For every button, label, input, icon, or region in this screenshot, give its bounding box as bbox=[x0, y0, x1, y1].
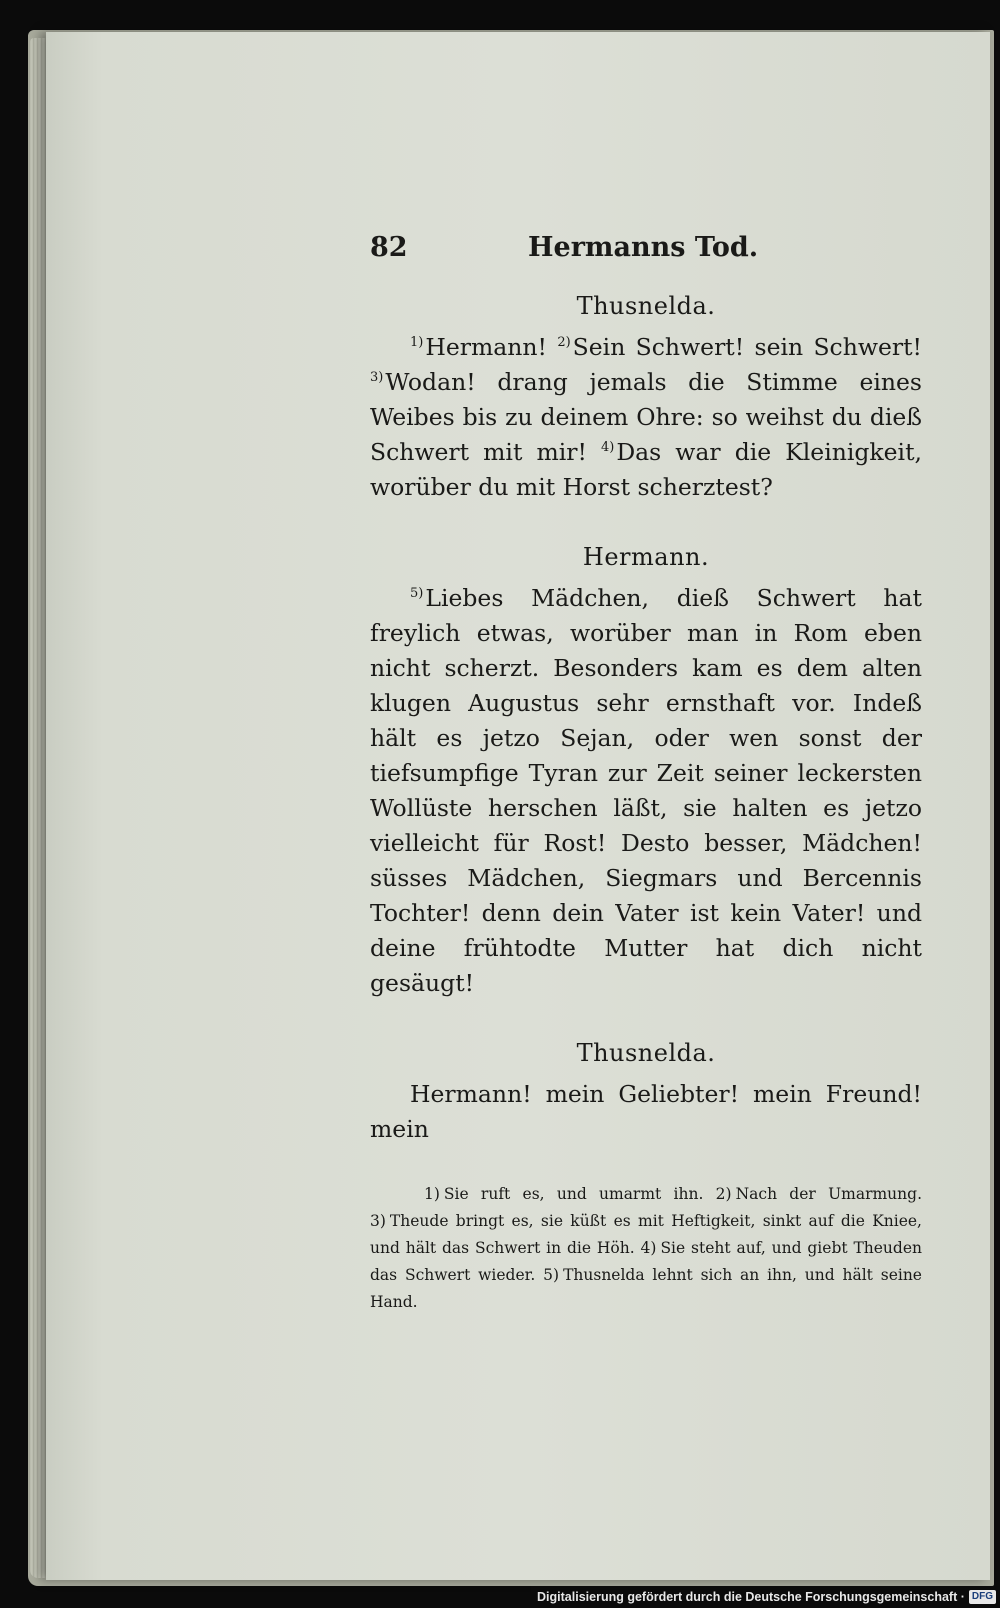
footnote-text: Nach der Umarmung. bbox=[735, 1185, 922, 1203]
footnote-ref: 1) bbox=[410, 335, 424, 351]
page-header bbox=[370, 232, 922, 282]
digitization-credit bbox=[531, 1586, 1000, 1608]
footnote-marker: 2) bbox=[715, 1185, 732, 1203]
speaker-name: Thusnelda. bbox=[576, 292, 716, 320]
footnote-ref: 5) bbox=[410, 586, 424, 602]
footnote-marker: 5) bbox=[543, 1266, 560, 1284]
footnote-marker: 4) bbox=[640, 1239, 657, 1257]
footnote-text: Sie ruft es, und umarmt ihn. bbox=[443, 1185, 704, 1203]
footnote-text: Sie steht auf, und giebt Theuden das Schwert wieder. bbox=[370, 1239, 922, 1284]
footnote-ref: 3) bbox=[370, 370, 384, 386]
speech-paragraph: $^{5)}$Liebes Mädchen, dieß Schwert hat freylich etwas, worüber man in Rom eben nicht scherzt. Besonders kam es dem alten klugen Augustus sehr ernsthaft vor. Indeß hält es jetzo Sejan, oder wen sonst der tiefsumpfige Tyran zur Zeit seiner leckersten Wollüste herschen läßt, sie halten es jetzo vielleicht für Rost! Desto besser, Mädchen! süsses Mädchen, Siegmars und Bercennis Tochter! denn dein Vater ist kein Vater! und deine frühtodte Mutter hat dich nicht gesäugt! bbox=[370, 584, 922, 997]
speaker-name: Hermann. bbox=[582, 543, 710, 571]
footnote-ref: 2) bbox=[557, 335, 571, 351]
speech-paragraph: $^{1)}$Hermann! $^{2)}$Sein Schwert! sein Schwert! $^{3)}$Wodan! drang jemals die Stimme eines Weibes bis zu deinem Ohre: so weihst du dieß Schwert mit mir! $^{4)}$Das war die Kleinigkeit, worüber du mit Horst scherztest? bbox=[370, 333, 922, 501]
speaker-name: Thusnelda. bbox=[576, 1039, 716, 1067]
page-number: 82 bbox=[370, 232, 408, 263]
footnote-text: Theude bringt es, sie küßt es mit Heftigkeit, sinkt auf die Kniee, und hält das Schwert in die Höh. bbox=[370, 1212, 922, 1257]
credit-text: Digitalisierung gefördert durch die Deutsche Forschungsgemeinschaft · bbox=[537, 1590, 965, 1604]
running-title: Hermanns Tod. bbox=[528, 232, 759, 263]
footnote-marker: 3) bbox=[370, 1212, 386, 1230]
footnote-ref: 4) bbox=[600, 440, 615, 456]
dfg-logo: DFG bbox=[969, 1590, 996, 1604]
page-text bbox=[370, 232, 922, 1316]
footnote-text: Thusnelda lehnt sich an ihn, und hält seine Hand. bbox=[370, 1266, 922, 1311]
footnotes bbox=[370, 1181, 922, 1316]
footnote-marker: 1) bbox=[424, 1185, 440, 1203]
speech-paragraph: Hermann! mein Geliebter! mein Freund! mein bbox=[370, 1080, 922, 1143]
